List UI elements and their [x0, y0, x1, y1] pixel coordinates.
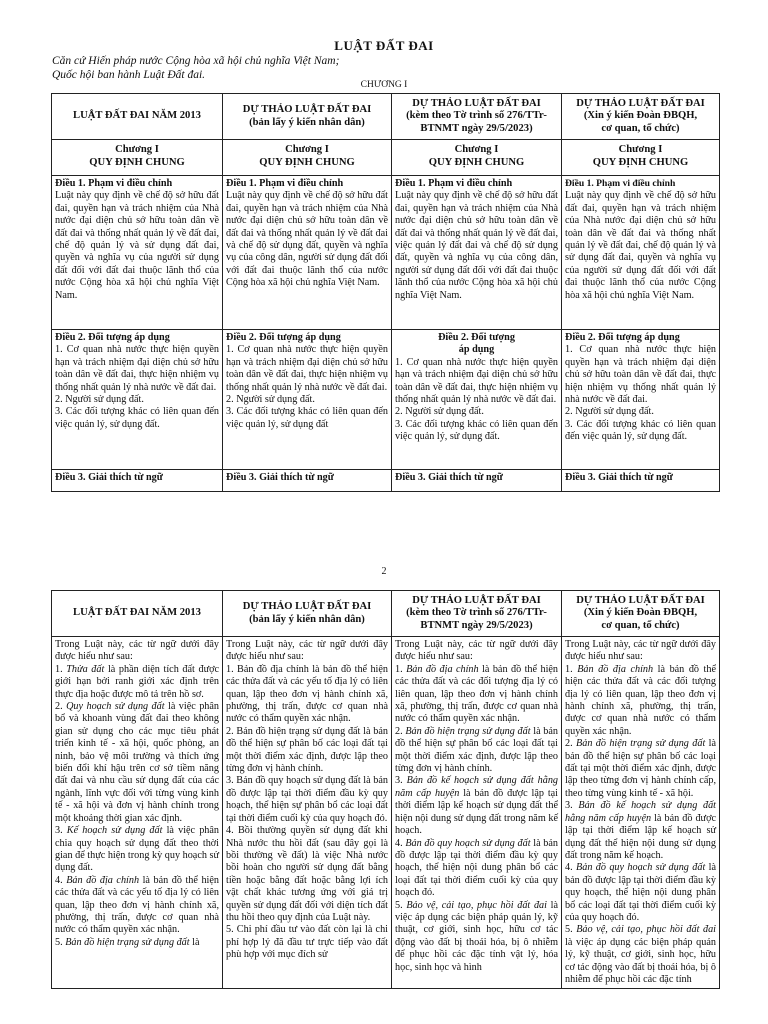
header-col-4: DỰ THẢO LUẬT ĐẤT ĐAI (Xin ý kiến Đoàn ĐBQH, cơ quan, tổ chức)	[562, 94, 720, 140]
article-2-col-3: Điều 2. Đối tượng áp dụng 1. Cơ quan nhà nước thực hiện quyền hạn và trách nhiệm đại diện chủ sở hữu toàn dân về đất đai, thực hiện nhiệm vụ thống nhất quản lý nhà nước về đất đai. 2. Người sử dụng đất. 3. Các đối tượng khác có liên quan đến việc quản lý, sử dụng đất.	[392, 330, 562, 470]
header-col-1: LUẬT ĐẤT ĐAI NĂM 2013	[52, 591, 223, 637]
article-2-row	[52, 330, 720, 470]
article-3-col-2: Điều 3. Giải thích từ ngữ	[223, 470, 392, 492]
chapter-row	[52, 140, 720, 176]
article-1-col-2: Điều 1. Phạm vi điều chỉnh Luật này quy định về chế độ sở hữu đất đai, quyền hạn và trách nhiệm của Nhà nước đại diện chủ sở hữu toàn dân về đất đai và thống nhất quản lý về đất đai và chế độ sử dụng đất, quyền và nghĩa vụ của công dân, người sử dụng đất đối với đất đai thuộc lãnh thổ của nước Cộng hòa xã hội chủ nghĩa Việt Nam.	[223, 176, 392, 330]
header-col-2: DỰ THẢO LUẬT ĐẤT ĐAI (bản lấy ý kiến nhân dân)	[223, 591, 392, 637]
chapter-cell-4: Chương I QUY ĐỊNH CHUNG	[562, 140, 720, 176]
article-3-col-4: Điều 3. Giải thích từ ngữ	[562, 470, 720, 492]
comparison-table-page-2	[51, 590, 720, 989]
definitions-row	[52, 637, 720, 989]
page-number: 2	[381, 566, 387, 577]
comparison-table-page-1	[51, 93, 720, 492]
definitions-col-3: Trong Luật này, các từ ngữ dưới đây được hiểu như sau: 1. Bản đồ địa chính là bản đồ thể hiện các thửa đất và các đối tượng địa lý có liên quan, lập theo đơn vị hành chính xã, phường, thị trấn, được cơ quan nhà nước có thẩm quyền xác nhận. 2. Bản đồ hiện trạng sử dụng đất là bản đồ thể hiện sự phân bố các loại đất tại một thời điểm xác định, được lập theo từng đơn vị hành chính. 3. Bản đồ kế hoạch sử dụng đất hằng năm cấp huyện là bản đồ được lập tại thời điểm lập kế hoạch sử dụng đất thể hiện nội dung sử dụng đất trong năm kế hoạch. 4. Bản đồ quy hoạch sử dụng đất là bản đồ được lập tại thời điểm đầu kỳ quy hoạch, thể hiện nội dung phân bổ các loại đất tại thời điểm cuối kỳ của quy hoạch đó. 5. Bảo vệ, cải tạo, phục hồi đất đai là việc áp dụng các biện pháp quản lý, kỹ thuật, cơ giới, sinh học, hữu cơ tác động vào đất bị thoái hóa, bị ô nhiễm để phục hồi các đặc tính vật lý, hóa học, sinh học và hình	[392, 637, 562, 989]
header-row-page-2	[52, 591, 720, 637]
chapter-cell-1: Chương I QUY ĐỊNH CHUNG	[52, 140, 223, 176]
chapter-cell-3: Chương I QUY ĐỊNH CHUNG	[392, 140, 562, 176]
header-col-2: DỰ THẢO LUẬT ĐẤT ĐAI (bản lấy ý kiến nhân dân)	[223, 94, 392, 140]
preamble	[52, 54, 339, 82]
article-1-col-1: Điều 1. Phạm vi điều chỉnh Luật này quy định về chế độ sở hữu đất đai, quyền hạn và trách nhiệm của Nhà nước đại diện chủ sở hữu toàn dân về đất đai và thống nhất quản lý về đất đai, chế độ quản lý và sử dụng đất đai, quyền và nghĩa vụ của người sử dụng đất đối với đất đai thuộc lãnh thổ của nước Cộng hòa xã hội chủ nghĩa Việt Nam.	[52, 176, 223, 330]
article-2-col-1: Điều 2. Đối tượng áp dụng 1. Cơ quan nhà nước thực hiện quyền hạn và trách nhiệm đại diện chủ sở hữu toàn dân về đất đai, thực hiện nhiệm vụ thống nhất quản lý nhà nước về đất đai. 2. Người sử dụng đất. 3. Các đối tượng khác có liên quan đến việc quản lý, sử dụng đất.	[52, 330, 223, 470]
header-col-1: LUẬT ĐẤT ĐAI NĂM 2013	[52, 94, 223, 140]
article-1-row	[52, 176, 720, 330]
preamble-line-1: Căn cứ Hiến pháp nước Cộng hòa xã hội chủ nghĩa Việt Nam;	[52, 55, 340, 67]
article-2-col-4: Điều 2. Đối tượng áp dụng 1. Cơ quan nhà nước thực hiện quyền hạn và trách nhiệm đại diện chủ sở hữu toàn dân về đất đai, thực hiện nhiệm vụ thống nhất quản lý nhà nước về đất đai. 2. Người sử dụng đất. 3. Các đối tượng khác có liên quan đến việc quản lý, sử dụng đất.	[562, 330, 720, 470]
article-1-col-4: Điều 1. Phạm vi điều chỉnh Luật này quy định về chế độ sở hữu đất đai, quyền hạn và trách nhiệm của Nhà nước đại diện chủ sở hữu toàn dân về đất đai và thống nhất quản lý về đất đai, chế độ quản lý và sử dụng đất đai, quyền và nghĩa vụ của người sử dụng đất đối với đất đai thuộc lãnh thổ của nước Cộng hòa xã hội chủ nghĩa Việt Nam.	[562, 176, 720, 330]
preamble-line-2: Quốc hội ban hành Luật Đất đai.	[52, 69, 206, 81]
header-col-3: DỰ THẢO LUẬT ĐẤT ĐAI (kèm theo Tờ trình số 276/TTr- BTNMT ngày 29/5/2023)	[392, 591, 562, 637]
article-2-col-2: Điều 2. Đối tượng áp dụng 1. Cơ quan nhà nước thực hiện quyền hạn và trách nhiệm đại diện chủ sở hữu toàn dân về đất đai, thực hiện nhiệm vụ thống nhất quản lý nhà nước về đất đai. 2. Người sử dụng đất. 3. Các đối tượng khác có liên quan đến việc quản lý, sử dụng đất	[223, 330, 392, 470]
document-title: LUẬT ĐẤT ĐAI	[334, 38, 434, 53]
header-col-3: DỰ THẢO LUẬT ĐẤT ĐAI (kèm theo Tờ trình số 276/TTr- BTNMT ngày 29/5/2023)	[392, 94, 562, 140]
definitions-col-1: Trong Luật này, các từ ngữ dưới đây được hiểu như sau: 1. Thửa đất là phần diện tích đất được giới hạn bởi ranh giới xác định trên thực địa hoặc được mô tả trên hồ sơ. 2. Quy hoạch sử dụng đất là việc phân bổ và khoanh vùng đất đai theo không gian sử dụng cho các mục tiêu phát triển kinh tế - xã hội, quốc phòng, an ninh, bảo vệ môi trường và thích ứng biến đổi khí hậu trên cơ sở tiềm năng đất đai và nhu cầu sử dụng đất của các ngành, lĩnh vực đối với từng vùng kinh tế - xã hội và đơn vị hành chính trong một khoảng thời gian xác định. 3. Kế hoạch sử dụng đất là việc phân chia quy hoạch sử dụng đất theo thời gian để thực hiện trong kỳ quy hoạch sử dụng đất. 4. Bản đồ địa chính là bản đồ thể hiện các thửa đất và các yếu tố địa lý có liên quan, lập theo đơn vị hành chính xã, phường, thị trấn, được cơ quan nhà nước có thẩm quyền xác nhận. 5. Bản đồ hiện trạng sử dụng đất là	[52, 637, 223, 989]
article-1-col-3: Điều 1. Phạm vi điều chỉnh Luật này quy định về chế độ sở hữu đất đai, quyền hạn và trách nhiệm của Nhà nước đại diện chủ sở hữu toàn dân về đất đai và thống nhất quản lý về đất đai, việc quản lý đất đai và chế độ sử dụng đất, quyền và nghĩa vụ của công dân, người sử dụng đất đối với đất đai thuộc lãnh thổ của nước Cộng hòa xã hội chủ nghĩa Việt Nam.	[392, 176, 562, 330]
header-row	[52, 94, 720, 140]
article-3-row	[52, 470, 720, 492]
chapter-cell-2: Chương I QUY ĐỊNH CHUNG	[223, 140, 392, 176]
chapter-label: CHƯƠNG I	[360, 80, 408, 90]
article-3-col-3: Điều 3. Giải thích từ ngữ	[392, 470, 562, 492]
article-3-col-1: Điều 3. Giải thích từ ngữ	[52, 470, 223, 492]
definitions-col-4: Trong Luật này, các từ ngữ dưới đây được hiểu như sau: 1. Bản đồ địa chính là bản đồ thể hiện các thửa đất và các đối tượng địa lý có liên quan, lập theo đơn vị hành chính xã, phường, thị trấn, được cơ quan nhà nước có thẩm quyền xác nhận. 2. Bản đồ hiện trạng sử dụng đất là bản đồ thể hiện sự phân bố các loại đất tại một thời điểm xác định, được lập theo từng đơn vị hành chính cấp, theo từng vùng kinh tế - xã hội. 3. Bản đồ kế hoạch sử dụng đất hằng năm cấp huyện là bản đồ được lập tại thời điểm lập kế hoạch sử dụng đất thể hiện nội dung sử dụng đất trong năm kế hoạch. 4. Bản đồ quy hoạch sử dụng đất là bản đồ được lập tại thời điểm đầu kỳ quy hoạch, thể hiện nội dung phân bổ các loại đất tại thời điểm cuối kỳ của quy hoạch đó. 5. Bảo vệ, cải tạo, phục hồi đất đai là việc áp dụng các biện pháp quản lý, kỹ thuật, cơ giới, sinh học, hữu cơ tác động vào đất bị thoái hóa, bị ô nhiễm để phục hồi các đặc tính	[562, 637, 720, 989]
definitions-col-2: Trong Luật này, các từ ngữ dưới đây được hiểu như sau: 1. Bản đồ địa chính là bản đồ thể hiện các thửa đất và các yếu tố địa lý có liên quan, lập theo đơn vị hành chính xã, phường, thị trấn, được cơ quan nhà nước có thẩm quyền xác nhận. 2. Bản đồ hiện trạng sử dụng đất là bản đồ thể hiện sự phân bố các loại đất tại một thời điểm xác định, được lập theo từng đơn vị hành chính. 3. Bản đồ quy hoạch sử dụng đất là bản đồ được lập tại thời điểm đầu kỳ quy hoạch, thể hiện sự phân bổ các loại đất tại thời điểm cuối kỳ của quy hoạch đó. 4. Bồi thường quyền sử dụng đất khi Nhà nước thu hồi đất (sau đây gọi là bồi thường về đất) là việc Nhà nước bồi hoàn cho người sử dụng đất bằng tiền hoặc bằng đất hoặc bằng lợi ích vật chất khác tương ứng với giá trị quyền sử dụng đất đối với diện tích đất thu hồi theo quy định của Luật này. 5. Chi phí đầu tư vào đất còn lại là chi phí hợp lý đã đầu tư trực tiếp vào đất phù hợp với mục đích sử	[223, 637, 392, 989]
header-col-4: DỰ THẢO LUẬT ĐẤT ĐAI (Xin ý kiến Đoàn ĐBQH, cơ quan, tổ chức)	[562, 591, 720, 637]
